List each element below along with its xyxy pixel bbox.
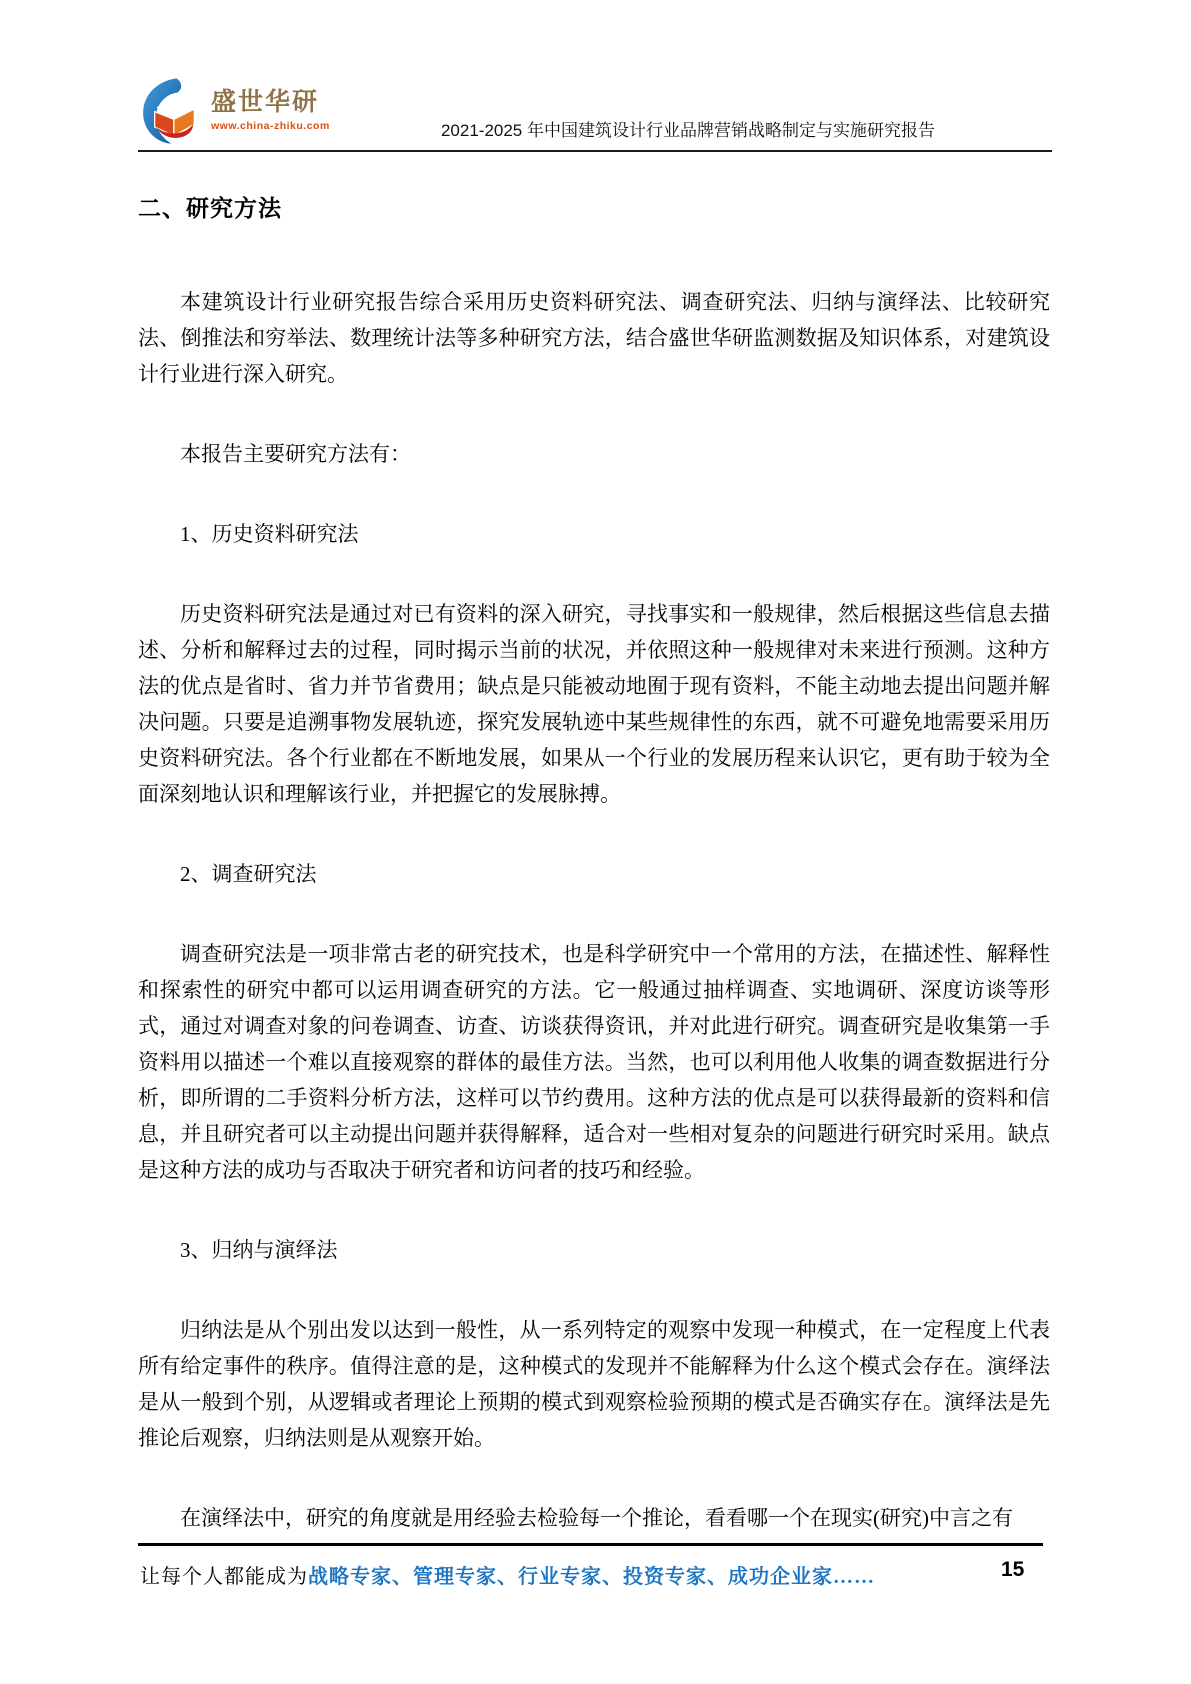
open-book-swoosh-logo-icon bbox=[138, 77, 202, 145]
paragraph: 本报告主要研究方法有： bbox=[180, 442, 411, 466]
slogan-prefix: 让每个人都能成为 bbox=[140, 1566, 308, 1588]
brand-logo bbox=[138, 77, 330, 145]
paragraph: 本建筑设计行业研究报告综合采用历史资料研究法、调查研究法、归纳与演绎法、比较研究法、倒推法和穷举法、数理统计法等多种研究方法，结合盛世华研监测数据及知识体系，对建筑设计行业进行深入研究。 bbox=[138, 290, 1050, 386]
document-body bbox=[138, 190, 1050, 1580]
paragraph: 3、归纳与演绎法 bbox=[180, 1238, 338, 1262]
section-heading: 二、研究方法 bbox=[138, 195, 282, 221]
brand-website: www.china-zhiku.com bbox=[211, 120, 330, 133]
paragraph: 调查研究法是一项非常古老的研究技术，也是科学研究中一个常用的方法，在描述性、解释性和探索性的研究中都可以运用调查研究的方法。它一般通过抽样调查、实地调研、深度访谈等形式，通过对调查对象的问卷调查、访查、访谈获得资讯，并对此进行研究。调查研究是收集第一手资料用以描述一个难以直接观察的群体的最佳方法。当然，也可以利用他人收集的调查数据进行分析，即所谓的二手资料分析方法，这样可以节约费用。这种方法的优点是可以获得最新的资料和信息，并且研究者可以主动提出问题并获得解释，适合对一些相对复杂的问题进行研究时采用。缺点是这种方法的成功与否取决于研究者和访问者的技巧和经验。 bbox=[138, 942, 1050, 1182]
paragraph: 历史资料研究法是通过对已有资料的深入研究，寻找事实和一般规律，然后根据这些信息去描述、分析和解释过去的过程，同时揭示当前的状况，并依照这种一般规律对未来进行预测。这种方法的优点是省时、省力并节省费用；缺点是只能被动地囿于现有资料，不能主动地去提出问题并解决问题。只要是追溯事物发展轨迹，探究发展轨迹中某些规律性的东西，就不可避免地需要采用历史资料研究法。各个行业都在不断地发展，如果从一个行业的发展历程来认识它，更有助于较为全面深刻地认识和理解该行业，并把握它的发展脉搏。 bbox=[138, 602, 1050, 806]
brand-name: 盛世华研 bbox=[211, 88, 320, 117]
paragraph: 在演绎法中，研究的角度就是用经验去检验每一个推论，看看哪一个在现实(研究)中言之有 bbox=[180, 1506, 1013, 1530]
footer-slogan bbox=[140, 1560, 875, 1589]
header bbox=[138, 72, 1052, 152]
paragraph: 2、调查研究法 bbox=[180, 862, 317, 886]
paragraph-list bbox=[138, 284, 1050, 1536]
page-number: 15 bbox=[1001, 1558, 1025, 1581]
report-title: 2021-2025 年中国建筑设计行业品牌营销战略制定与实施研究报告 bbox=[440, 121, 935, 140]
paragraph: 1、历史资料研究法 bbox=[180, 522, 359, 546]
brand-text bbox=[211, 90, 330, 132]
slogan-highlight: 战略专家、管理专家、行业专家、投资专家、成功企业家…… bbox=[308, 1566, 875, 1588]
footer-rule bbox=[138, 1543, 1043, 1546]
paragraph: 归纳法是从个别出发以达到一般性，从一系列特定的观察中发现一种模式，在一定程度上代表所有给定事件的秩序。值得注意的是，这种模式的发现并不能解释为什么这个模式会存在。演绎法是从一般到个别，从逻辑或者理论上预期的模式到观察检验预期的模式是否确实存在。演绎法是先推论后观察，归纳法则是从观察开始。 bbox=[138, 1318, 1050, 1450]
